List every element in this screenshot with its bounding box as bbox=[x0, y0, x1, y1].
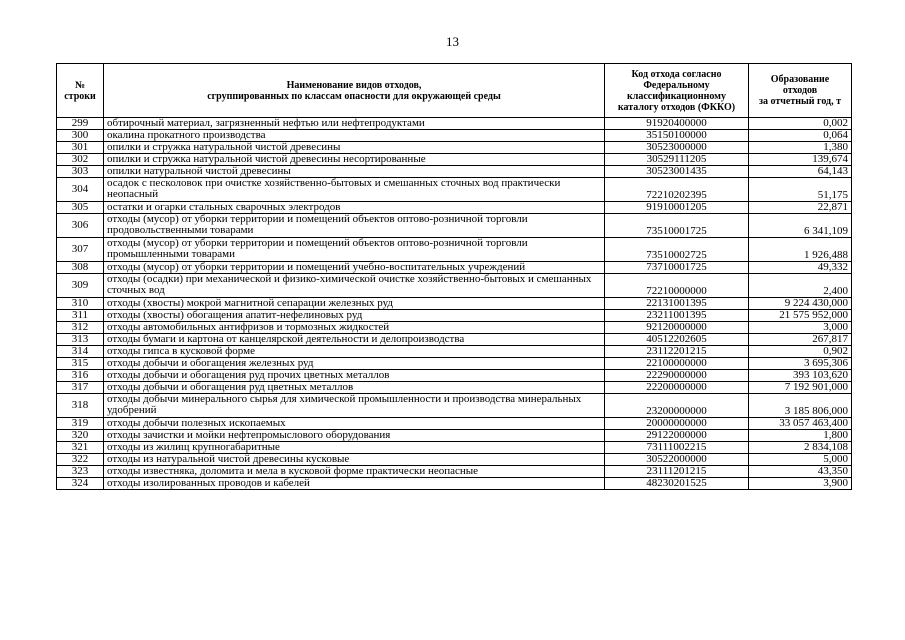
waste-name-cell: отходы (мусор) от уборки территории и помещений объектов оптово-розничной торговли продовольственными товарами bbox=[104, 214, 605, 238]
table-header-row bbox=[57, 64, 852, 118]
fkko-code-cell: 91910001205 bbox=[605, 202, 749, 214]
row-number-cell: 312 bbox=[57, 322, 104, 334]
fkko-code-cell: 20000000000 bbox=[605, 418, 749, 430]
waste-amount-cell: 43,350 bbox=[749, 466, 852, 478]
table-row bbox=[57, 142, 852, 154]
waste-amount-cell: 49,332 bbox=[749, 262, 852, 274]
table-row bbox=[57, 382, 852, 394]
row-number-cell: 318 bbox=[57, 394, 104, 418]
table-row bbox=[57, 310, 852, 322]
row-number-cell: 305 bbox=[57, 202, 104, 214]
fkko-code-cell: 72210202395 bbox=[605, 178, 749, 202]
row-number-cell: 322 bbox=[57, 454, 104, 466]
waste-name-cell: опилки и стружка натуральной чистой древесины bbox=[104, 142, 605, 154]
table-row bbox=[57, 322, 852, 334]
waste-amount-cell: 0,002 bbox=[749, 118, 852, 130]
waste-name-cell: отходы добычи минерального сырья для химической промышленности и производства минеральных удобрений bbox=[104, 394, 605, 418]
waste-amount-cell: 2 834,108 bbox=[749, 442, 852, 454]
fkko-code-cell: 22290000000 bbox=[605, 370, 749, 382]
waste-name-cell: отходы автомобильных антифризов и тормозных жидкостей bbox=[104, 322, 605, 334]
waste-name-cell: остатки и огарки стальных сварочных электродов bbox=[104, 202, 605, 214]
waste-amount-cell: 7 192 901,000 bbox=[749, 382, 852, 394]
fkko-code-cell: 73510001725 bbox=[605, 214, 749, 238]
waste-name-cell: отходы добычи полезных ископаемых bbox=[104, 418, 605, 430]
table-row bbox=[57, 238, 852, 262]
header-waste-name: Наименование видов отходов, сгруппированных по классам опасности для окружающей среды bbox=[104, 64, 605, 118]
fkko-code-cell: 22100000000 bbox=[605, 358, 749, 370]
table-row bbox=[57, 274, 852, 298]
row-number-cell: 319 bbox=[57, 418, 104, 430]
row-number-cell: 299 bbox=[57, 118, 104, 130]
waste-amount-cell: 33 057 463,400 bbox=[749, 418, 852, 430]
fkko-code-cell: 30522000000 bbox=[605, 454, 749, 466]
fkko-code-cell: 73111002215 bbox=[605, 442, 749, 454]
fkko-code-cell: 72210000000 bbox=[605, 274, 749, 298]
row-number-cell: 306 bbox=[57, 214, 104, 238]
table-row bbox=[57, 118, 852, 130]
waste-amount-cell: 1,800 bbox=[749, 430, 852, 442]
waste-amount-cell: 51,175 bbox=[749, 178, 852, 202]
waste-amount-cell: 3,000 bbox=[749, 322, 852, 334]
waste-amount-cell: 0,902 bbox=[749, 346, 852, 358]
waste-name-cell: отходы (хвосты) обогащения апатит-нефелиновых руд bbox=[104, 310, 605, 322]
fkko-code-cell: 30523001435 bbox=[605, 166, 749, 178]
fkko-code-cell: 91920400000 bbox=[605, 118, 749, 130]
table-row bbox=[57, 418, 852, 430]
fkko-code-cell: 23111201215 bbox=[605, 466, 749, 478]
fkko-code-cell: 73710001725 bbox=[605, 262, 749, 274]
row-number-cell: 323 bbox=[57, 466, 104, 478]
fkko-code-cell: 23211001395 bbox=[605, 310, 749, 322]
table-row bbox=[57, 130, 852, 142]
row-number-cell: 321 bbox=[57, 442, 104, 454]
waste-table-container bbox=[56, 63, 851, 490]
row-number-cell: 300 bbox=[57, 130, 104, 142]
row-number-cell: 320 bbox=[57, 430, 104, 442]
header-fkko-code: Код отхода согласно Федеральному классификационному каталогу отходов (ФККО) bbox=[605, 64, 749, 118]
row-number-cell: 314 bbox=[57, 346, 104, 358]
waste-name-cell: отходы изолированных проводов и кабелей bbox=[104, 478, 605, 490]
table-row bbox=[57, 214, 852, 238]
fkko-code-cell: 92120000000 bbox=[605, 322, 749, 334]
waste-amount-cell: 393 103,620 bbox=[749, 370, 852, 382]
table-row bbox=[57, 394, 852, 418]
table-row bbox=[57, 262, 852, 274]
waste-name-cell: опилки и стружка натуральной чистой древесины несортированные bbox=[104, 154, 605, 166]
fkko-code-cell: 22200000000 bbox=[605, 382, 749, 394]
waste-name-cell: отходы из натуральной чистой древесины кусковые bbox=[104, 454, 605, 466]
table-row bbox=[57, 358, 852, 370]
table-row bbox=[57, 154, 852, 166]
row-number-cell: 308 bbox=[57, 262, 104, 274]
waste-name-cell: отходы бумаги и картона от канцелярской деятельности и делопроизводства bbox=[104, 334, 605, 346]
waste-name-cell: отходы добычи и обогащения руд цветных металлов bbox=[104, 382, 605, 394]
fkko-code-cell: 29122000000 bbox=[605, 430, 749, 442]
table-row bbox=[57, 178, 852, 202]
page-number: 13 bbox=[446, 34, 459, 49]
waste-amount-cell: 5,000 bbox=[749, 454, 852, 466]
waste-amount-cell: 3 185 806,000 bbox=[749, 394, 852, 418]
table-row bbox=[57, 346, 852, 358]
row-number-cell: 310 bbox=[57, 298, 104, 310]
fkko-code-cell: 30529111205 bbox=[605, 154, 749, 166]
row-number-cell: 303 bbox=[57, 166, 104, 178]
row-number-cell: 309 bbox=[57, 274, 104, 298]
waste-table bbox=[56, 63, 852, 490]
waste-name-cell: отходы добычи и обогащения железных руд bbox=[104, 358, 605, 370]
table-row bbox=[57, 202, 852, 214]
fkko-code-cell: 73510002725 bbox=[605, 238, 749, 262]
waste-name-cell: отходы (мусор) от уборки территории и помещений объектов оптово-розничной торговли промышленными товарами bbox=[104, 238, 605, 262]
waste-amount-cell: 3 695,306 bbox=[749, 358, 852, 370]
waste-name-cell: осадок с песколовок при очистке хозяйственно-бытовых и смешанных сточных вод практически неопасный bbox=[104, 178, 605, 202]
waste-amount-cell: 1 926,488 bbox=[749, 238, 852, 262]
row-number-cell: 302 bbox=[57, 154, 104, 166]
row-number-cell: 304 bbox=[57, 178, 104, 202]
waste-name-cell: обтирочный материал, загрязненный нефтью или нефтепродуктами bbox=[104, 118, 605, 130]
table-row bbox=[57, 298, 852, 310]
table-row bbox=[57, 370, 852, 382]
waste-amount-cell: 9 224 430,000 bbox=[749, 298, 852, 310]
fkko-code-cell: 23200000000 bbox=[605, 394, 749, 418]
row-number-cell: 301 bbox=[57, 142, 104, 154]
waste-name-cell: отходы добычи и обогащения руд прочих цветных металлов bbox=[104, 370, 605, 382]
waste-amount-cell: 0,064 bbox=[749, 130, 852, 142]
row-number-cell: 311 bbox=[57, 310, 104, 322]
waste-name-cell: отходы зачистки и мойки нефтепромыслового оборудования bbox=[104, 430, 605, 442]
row-number-cell: 316 bbox=[57, 370, 104, 382]
waste-name-cell: отходы (осадки) при механической и физико-химической очистке хозяйственно-бытовых и смешанных сточных вод bbox=[104, 274, 605, 298]
waste-name-cell: отходы гипса в кусковой форме bbox=[104, 346, 605, 358]
waste-name-cell: окалина прокатного производства bbox=[104, 130, 605, 142]
table-row bbox=[57, 166, 852, 178]
table-row bbox=[57, 478, 852, 490]
waste-amount-cell: 64,143 bbox=[749, 166, 852, 178]
waste-name-cell: отходы известняка, доломита и мела в кусковой форме практически неопасные bbox=[104, 466, 605, 478]
fkko-code-cell: 48230201525 bbox=[605, 478, 749, 490]
table-row bbox=[57, 442, 852, 454]
waste-amount-cell: 21 575 952,000 bbox=[749, 310, 852, 322]
row-number-cell: 324 bbox=[57, 478, 104, 490]
header-waste-amount: Образование отходов за отчетный год, т bbox=[749, 64, 852, 118]
waste-amount-cell: 3,900 bbox=[749, 478, 852, 490]
fkko-code-cell: 30523000000 bbox=[605, 142, 749, 154]
waste-name-cell: отходы из жилищ крупногабаритные bbox=[104, 442, 605, 454]
waste-amount-cell: 1,380 bbox=[749, 142, 852, 154]
fkko-code-cell: 40512202605 bbox=[605, 334, 749, 346]
row-number-cell: 307 bbox=[57, 238, 104, 262]
row-number-cell: 313 bbox=[57, 334, 104, 346]
row-number-cell: 317 bbox=[57, 382, 104, 394]
waste-amount-cell: 22,871 bbox=[749, 202, 852, 214]
table-body bbox=[57, 118, 852, 490]
table-row bbox=[57, 466, 852, 478]
waste-amount-cell: 6 341,109 bbox=[749, 214, 852, 238]
waste-amount-cell: 267,817 bbox=[749, 334, 852, 346]
waste-name-cell: отходы (хвосты) мокрой магнитной сепарации железных руд bbox=[104, 298, 605, 310]
header-row-number: № строки bbox=[57, 64, 104, 118]
table-row bbox=[57, 454, 852, 466]
table-row bbox=[57, 430, 852, 442]
waste-name-cell: опилки натуральной чистой древесины bbox=[104, 166, 605, 178]
waste-amount-cell: 139,674 bbox=[749, 154, 852, 166]
table-row bbox=[57, 334, 852, 346]
waste-name-cell: отходы (мусор) от уборки территории и помещений учебно-воспитательных учреждений bbox=[104, 262, 605, 274]
row-number-cell: 315 bbox=[57, 358, 104, 370]
fkko-code-cell: 22131001395 bbox=[605, 298, 749, 310]
fkko-code-cell: 35150100000 bbox=[605, 130, 749, 142]
waste-amount-cell: 2,400 bbox=[749, 274, 852, 298]
fkko-code-cell: 23112201215 bbox=[605, 346, 749, 358]
